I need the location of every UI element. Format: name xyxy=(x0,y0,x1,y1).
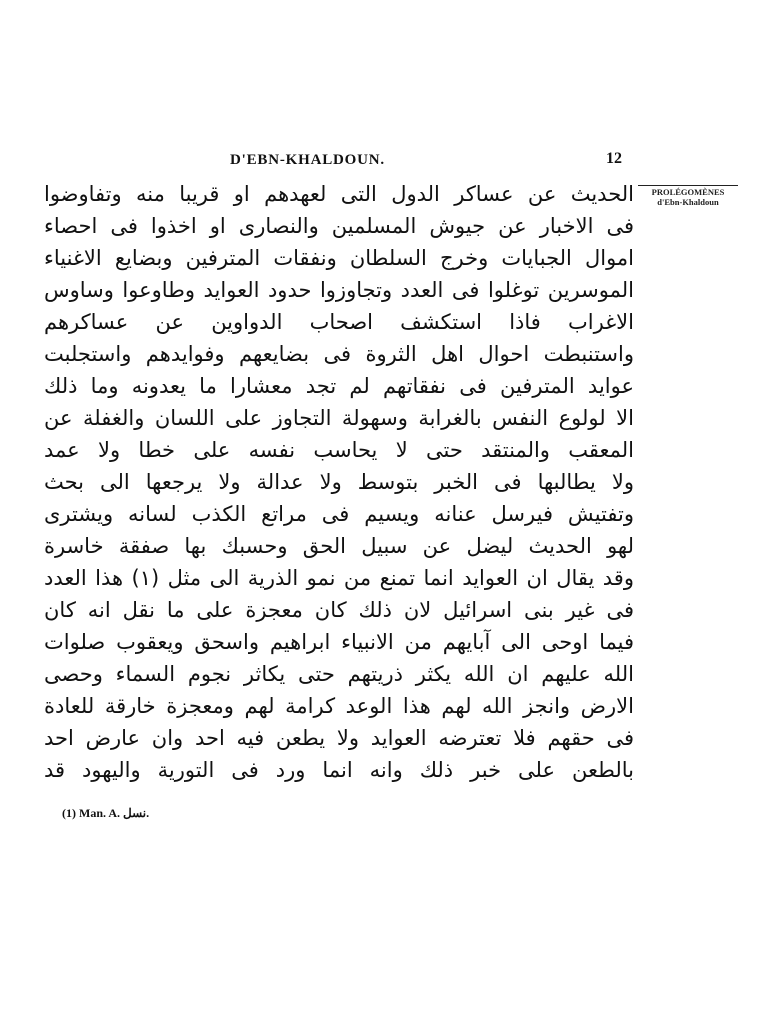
text-line: فيما اوحى الى آبايهم من الانبياء ابراهيم واسحق ويعقوب صلوات xyxy=(44,630,634,654)
margin-note-line: PROLÉGOMÈNES xyxy=(651,187,725,197)
text-line: الله عليهم ان الله يكثر ذريتهم حتى يكاثر نجوم السماء وحصى xyxy=(44,662,634,686)
page-number: 12 xyxy=(606,150,622,167)
margin-note-line: d'Ebn-Khaldoun xyxy=(657,197,719,207)
text-line: بالطعن على خبر ذلك وانه انما ورد فى التورية واليهود قد xyxy=(44,758,634,782)
text-line: الحديث عن عساكر الدول التى لعهدهم او قريبا منه وتفاوضوا xyxy=(44,182,634,206)
text-line: واستنبطت احوال اهل الثروة فى بضايعهم وفوايدهم واستجلبت xyxy=(44,342,634,366)
text-line: عوايد المترفين فى نفقاتهم لم تجد معشارا ما يعدونه وما ذلك xyxy=(44,374,634,398)
footnote: (1) Man. A. نسل. xyxy=(62,806,150,820)
running-head-title: D'EBN-KHALDOUN. xyxy=(230,152,385,168)
text-line: الموسرين توغلوا فى العدد وتجاوزوا حدود العوايد وطاوعوا وساوس xyxy=(44,278,634,302)
text-line: وتفتيش فيرسل عنانه ويسيم فى مراتع الكذب لسانه ويشترى xyxy=(44,502,634,526)
text-line: الا لولوع النفس بالغرابة وسهولة التجاوز على اللسان والغفلة عن xyxy=(44,406,634,430)
text-line: اموال الجبايات وخرج السلطان ونفقات المترفين وبضايع الاغنياء xyxy=(44,246,634,270)
margin-note xyxy=(638,185,738,207)
arabic-body-text xyxy=(44,178,634,786)
text-line: الاغراب فاذا استكشف اصحاب الدواوين عن عساكرهم xyxy=(44,310,634,334)
text-line: فى الاخبار عن جيوش المسلمين والنصارى او اخذوا فى احصاء xyxy=(44,214,634,238)
text-line: ولا يطالبها فى الخبر بتوسط ولا عدالة ولا يرجعها الى بحث xyxy=(44,470,634,494)
text-line: المعقب والمنتقد حتى لا يحاسب نفسه على خطا ولا عمد xyxy=(44,438,634,462)
text-line: فى حقهم فلا تعترضه العوايد ولا يطعن فيه احد وان عارض احد xyxy=(44,726,634,750)
text-line: لهو الحديث ليضل عن سبيل الحق وحسبك بها صفقة خاسرة xyxy=(44,534,634,558)
text-line: فى غير بنى اسرائيل لان ذلك كان معجزة على ما نقل انه كان xyxy=(44,598,634,622)
text-line: الارض وانجز الله لهم هذا الوعد كرامة لهم ومعجزة خارقة للعادة xyxy=(44,694,634,718)
text-line: وقد يقال ان العوايد انما تمنع من نمو الذرية الى مثل (١) هذا العدد xyxy=(44,566,634,590)
